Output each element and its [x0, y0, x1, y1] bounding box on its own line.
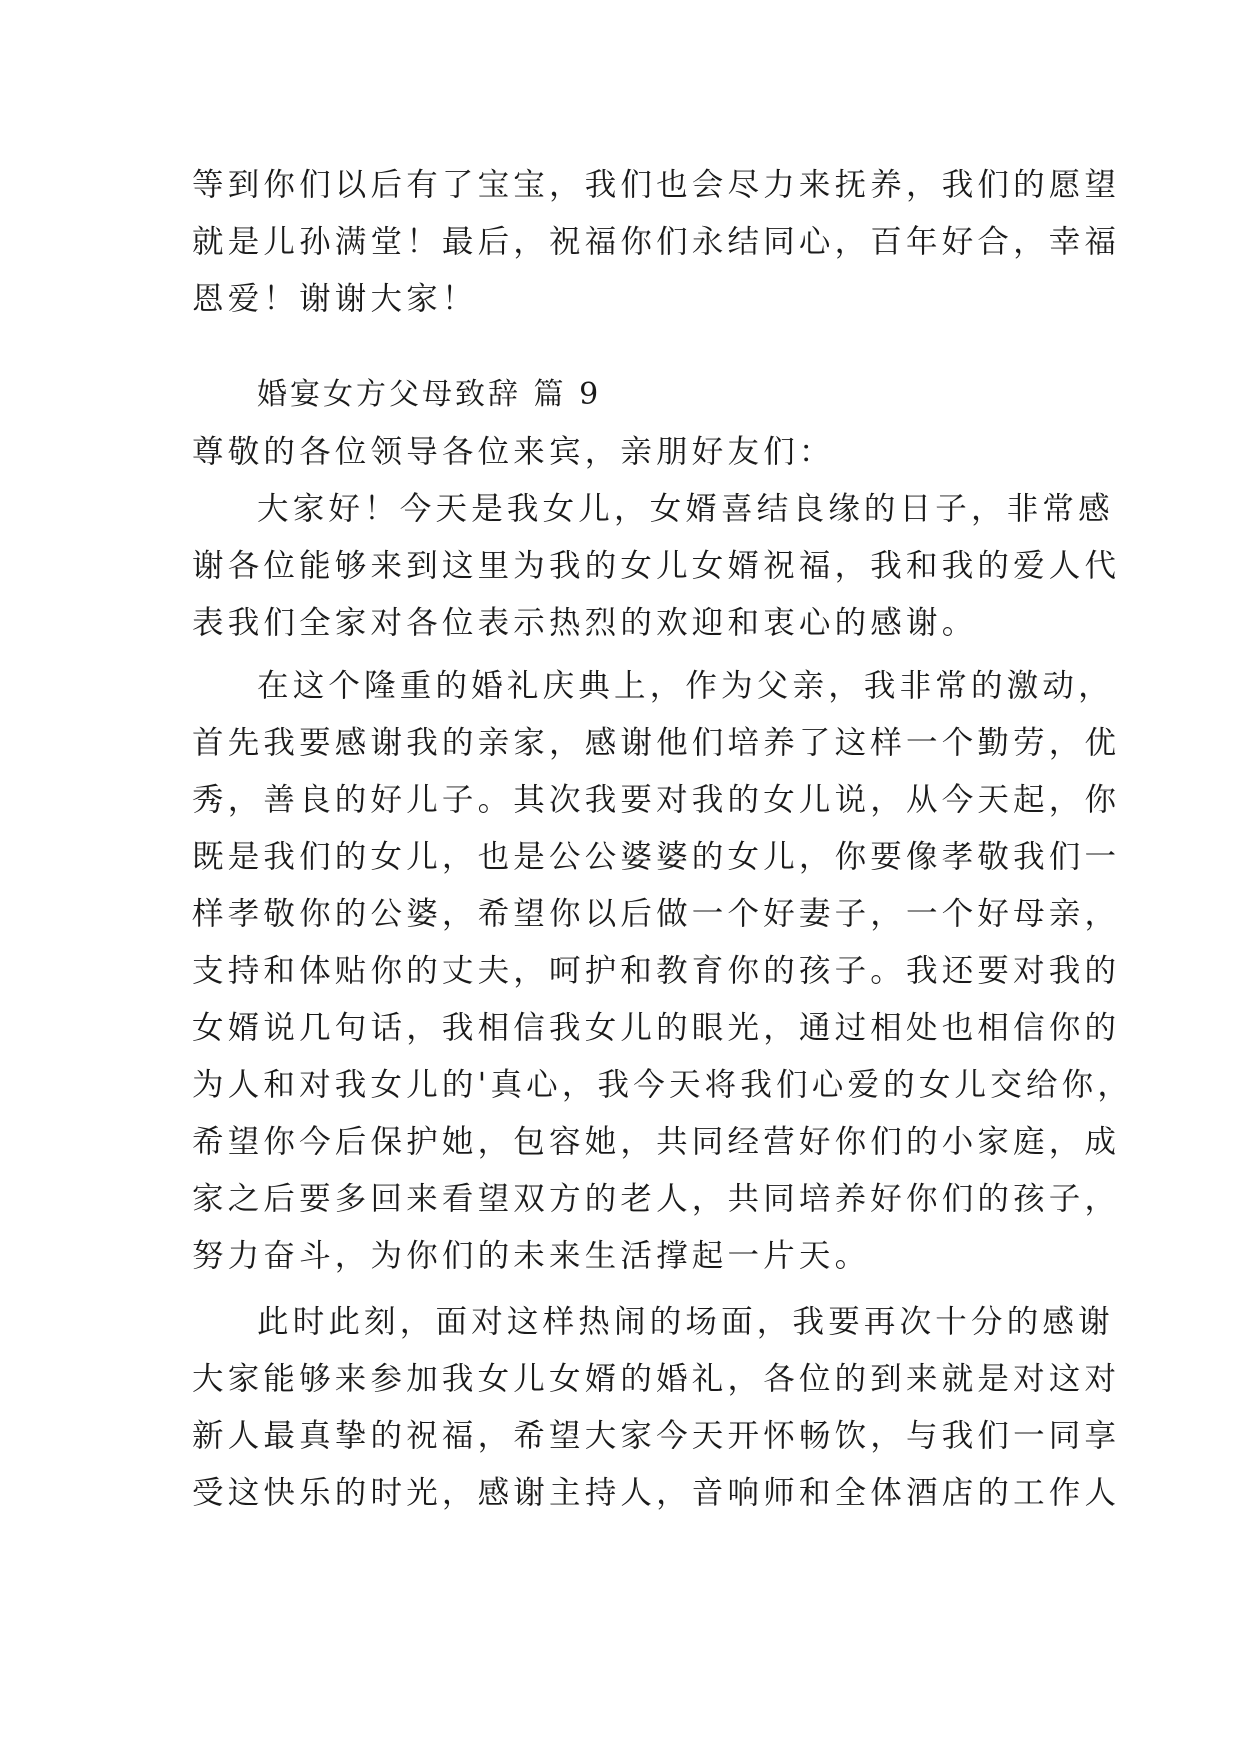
text-line: 既是我们的女儿，也是公公婆婆的女儿，你要像孝敬我们一 — [192, 839, 1121, 875]
text-line: 大家能够来参加我女儿女婿的婚礼，各位的到来就是对这对 — [192, 1361, 1121, 1397]
text-line: 女婿说几句话，我相信我女儿的眼光，通过相处也相信你的 — [192, 1010, 1121, 1046]
text-line: 表我们全家对各位表示热烈的欢迎和衷心的感谢。 — [192, 605, 978, 641]
text-line: 新人最真挚的祝福，希望大家今天开怀畅饮，与我们一同享 — [192, 1418, 1121, 1454]
text-line: 大家好！今天是我女儿，女婿喜结良缘的日子，非常感 — [257, 491, 1114, 527]
text-line: 为人和对我女儿的'真心，我今天将我们心爱的女儿交给你， — [192, 1067, 1134, 1103]
text-line: 支持和体贴你的丈夫，呵护和教育你的孩子。我还要对我的 — [192, 953, 1121, 989]
text-line: 就是儿孙满堂！最后，祝福你们永结同心，百年好合，幸福 — [192, 224, 1121, 260]
text-line: 在这个隆重的婚礼庆典上，作为父亲，我非常的激动， — [257, 668, 1114, 704]
text-line: 样孝敬你的公婆，希望你以后做一个好妻子，一个好母亲， — [192, 896, 1121, 932]
text-line: 此时此刻，面对这样热闹的场面，我要再次十分的感谢 — [257, 1304, 1114, 1340]
text-line: 恩爱！谢谢大家！ — [192, 281, 478, 317]
text-line: 秀，善良的好儿子。其次我要对我的女儿说，从今天起，你 — [192, 782, 1121, 818]
section-title: 婚宴女方父母致辞 篇 9 — [257, 377, 602, 412]
text-line: 等到你们以后有了宝宝，我们也会尽力来抚养，我们的愿望 — [192, 167, 1121, 203]
text-line: 家之后要多回来看望双方的老人，共同培养好你们的孩子， — [192, 1181, 1121, 1217]
text-line: 谢各位能够来到这里为我的女儿女婿祝福，我和我的爱人代 — [192, 548, 1121, 584]
text-line: 受这快乐的时光，感谢主持人，音响师和全体酒店的工作人 — [192, 1475, 1121, 1511]
text-line: 努力奋斗，为你们的未来生活撑起一片天。 — [192, 1238, 871, 1274]
salutation: 尊敬的各位领导各位来宾，亲朋好友们： — [192, 434, 835, 470]
text-line: 希望你今后保护她，包容她，共同经营好你们的小家庭，成 — [192, 1124, 1121, 1160]
text-line: 首先我要感谢我的亲家，感谢他们培养了这样一个勤劳，优 — [192, 725, 1121, 761]
